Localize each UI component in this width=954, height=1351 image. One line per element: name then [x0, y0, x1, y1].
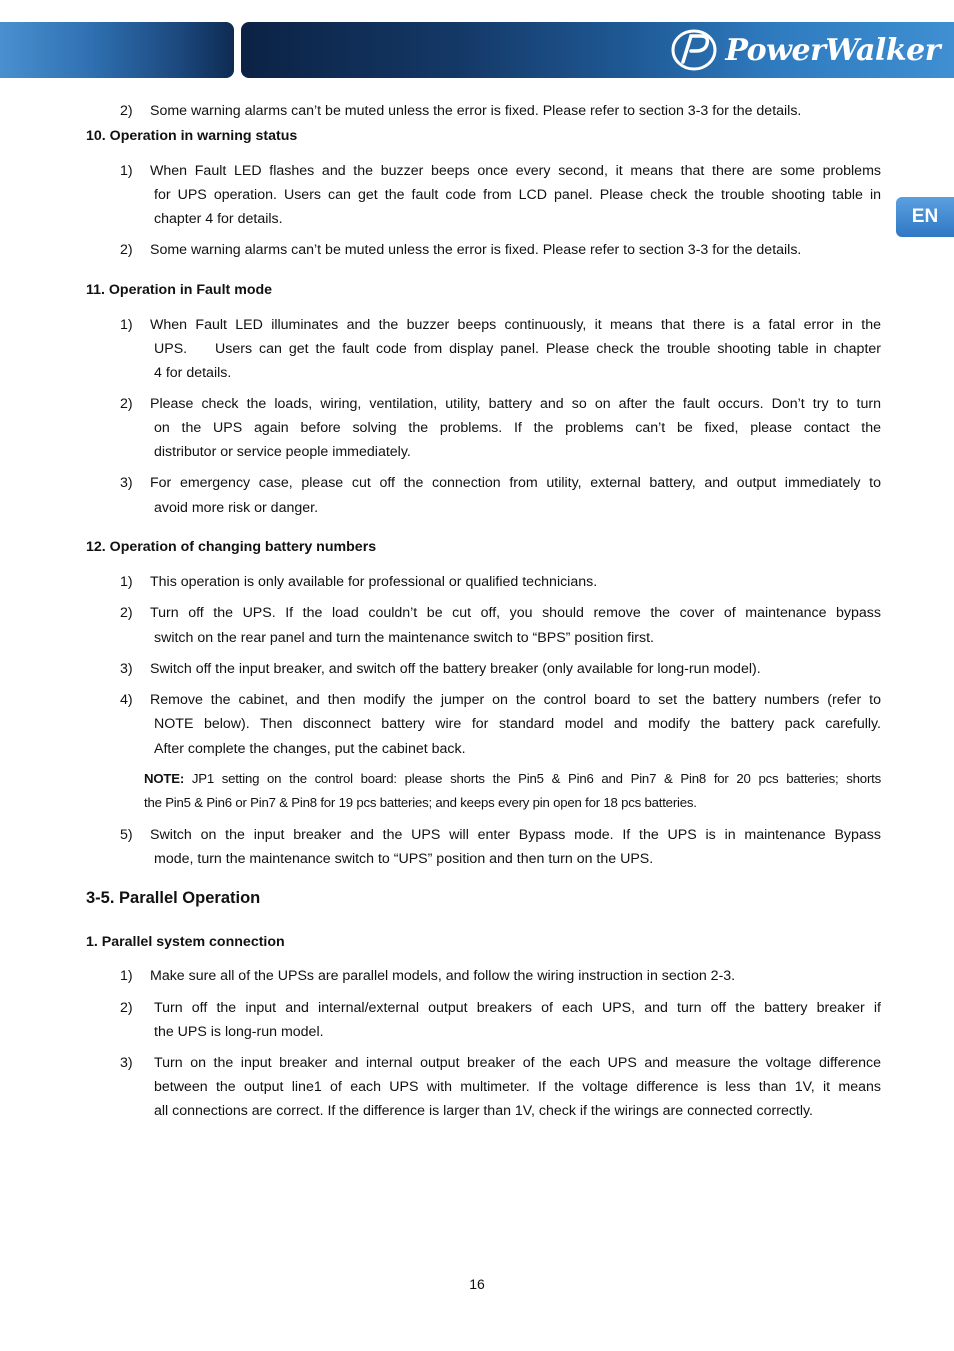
- list-number: 1): [120, 163, 133, 179]
- list-item-text: avoid more risk or danger.: [154, 500, 319, 516]
- powerwalker-logo: [669, 28, 940, 72]
- list-item-text: When Fault LED flashes and the buzzer beeps once every second, it means that there are some problems: [150, 163, 881, 179]
- list-item-text: Switch off the input breaker, and switch off the battery breaker (only available for long-run model).: [150, 661, 761, 677]
- list-item-text: NOTE below). Then disconnect battery wire for standard model and modify the battery pack carefully.: [154, 716, 881, 732]
- list-item-text: for UPS operation. Users can get the fault code from LCD panel. Please check the trouble shooting table in: [154, 187, 881, 203]
- list-item-text: Switch on the input breaker and the UPS will enter Bypass mode. If the UPS is in maintenance Bypass: [150, 827, 881, 843]
- list-number: 2): [120, 396, 133, 412]
- list-number: 2): [120, 242, 133, 258]
- banner-left-segment: [0, 22, 234, 78]
- section-heading-3-5: 3-5. Parallel Operation: [86, 889, 261, 907]
- list-number: 1): [120, 317, 133, 333]
- list-number: 3): [120, 1055, 133, 1071]
- note-text: JP1 setting on the control board: please shorts the Pin5 & Pin6 and Pin7 & Pin8 for 20 pcs batteries; shorts: [184, 771, 881, 786]
- list-number: 5): [120, 827, 133, 843]
- list-item-text: For emergency case, please cut off the connection from utility, external battery, and output immediately to: [150, 475, 881, 491]
- list-item-text: Turn on the input breaker and internal output breaker of the each UPS and measure the voltage difference: [154, 1055, 881, 1071]
- list-item-text: chapter 4 for details.: [154, 211, 283, 227]
- list-item-text: Some warning alarms can’t be muted unless the error is fixed. Please refer to section 3-3 for the details.: [150, 242, 802, 258]
- note-label: NOTE:: [144, 771, 185, 786]
- list-item-text: Make sure all of the UPSs are parallel models, and follow the wiring instruction in section 2-3.: [150, 968, 736, 984]
- subsection-heading: 1. Parallel system connection: [86, 934, 285, 950]
- logo-icon: [669, 28, 719, 72]
- header-banner: [0, 22, 954, 78]
- list-item-text: all connections are correct. If the difference is larger than 1V, check if the wirings are connected correctly.: [154, 1103, 814, 1119]
- list-item-text: Turn off the UPS. If the load couldn’t be cut off, you should remove the cover of maintenance bypass: [150, 605, 881, 621]
- language-tab-en[interactable]: EN: [896, 197, 954, 237]
- list-number: 3): [120, 661, 133, 677]
- list-item-text: the UPS is long-run model.: [154, 1024, 324, 1040]
- list-number: 4): [120, 692, 133, 708]
- list-item-text: Please check the loads, wiring, ventilation, utility, battery and so on after the fault occurs. Don’t try to turn: [150, 396, 881, 412]
- list-item-text: switch on the rear panel and turn the maintenance switch to “BPS” position first.: [154, 630, 654, 646]
- list-item-text: on the UPS again before solving the problems. If the problems can’t be fixed, please contact the: [154, 420, 881, 436]
- list-item-text: mode, turn the maintenance switch to “UPS” position and then turn on the UPS.: [154, 851, 654, 867]
- list-item-text: 4 for details.: [154, 365, 232, 381]
- list-item-text: After complete the changes, put the cabinet back.: [154, 741, 466, 757]
- list-number: 3): [120, 475, 133, 491]
- section-heading-10: 10. Operation in warning status: [86, 128, 298, 144]
- note-line: [144, 770, 881, 788]
- list-item-text: Turn off the input and internal/external output breakers of each UPS, and turn off the battery breaker if: [154, 1000, 881, 1016]
- list-number: 1): [120, 574, 133, 590]
- list-number: 1): [120, 968, 133, 984]
- list-item-text: When Fault LED illuminates and the buzzer beeps continuously, it means that there is a fatal error in the: [150, 317, 881, 333]
- list-number: 2): [120, 605, 133, 621]
- list-item-text: This operation is only available for professional or qualified technicians.: [150, 574, 598, 590]
- list-item-text: UPS. Users can get the fault code from display panel. Please check the trouble shooting table in chapter: [154, 341, 881, 357]
- section-heading-12: 12. Operation of changing battery numbers: [86, 539, 377, 555]
- logo-text: PowerWalker: [725, 32, 940, 68]
- section-heading-11: 11. Operation in Fault mode: [86, 282, 273, 298]
- list-item-text: Remove the cabinet, and then modify the jumper on the control board to set the battery numbers (refer to: [150, 692, 881, 708]
- list-item-text: distributor or service people immediately.: [154, 444, 411, 460]
- list-number: 2): [120, 1000, 133, 1016]
- note-line: the Pin5 & Pin6 or Pin7 & Pin8 for 19 pcs batteries; and keeps every pin open for 18 pcs batteries.: [144, 795, 697, 810]
- list-item-text: Some warning alarms can’t be muted unless the error is fixed. Please refer to section 3-3 for the details.: [150, 103, 802, 119]
- page-number: 16: [469, 1276, 485, 1292]
- list-item-text: between the output line1 of each UPS with multimeter. If the voltage difference is less than 1V, it means: [154, 1079, 881, 1095]
- list-number: 2): [120, 103, 133, 119]
